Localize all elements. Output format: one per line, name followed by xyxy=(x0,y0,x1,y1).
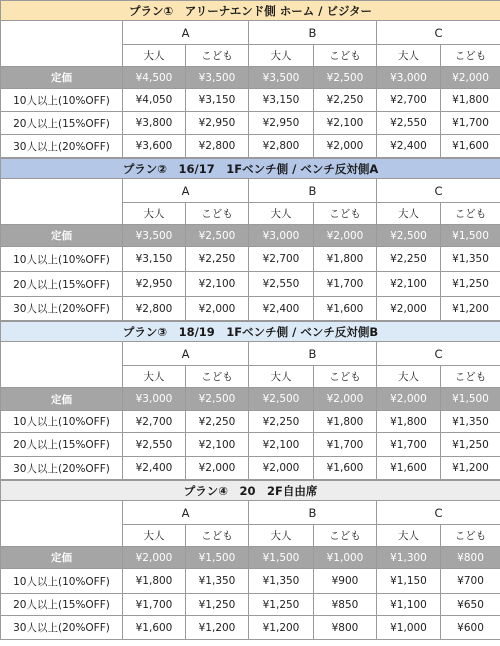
price-cell: ¥3,000 xyxy=(123,388,186,411)
zone-header: B xyxy=(249,179,377,203)
zone-header-row xyxy=(1,501,500,525)
price-cell: ¥1,250 xyxy=(249,594,314,616)
price-cell: ¥2,500 xyxy=(186,388,249,411)
price-cell: ¥1,600 xyxy=(314,457,377,480)
price-cell: ¥1,200 xyxy=(249,616,314,640)
zone-header: B xyxy=(249,501,377,525)
child-header: こども xyxy=(186,45,249,67)
price-cell: ¥2,000 xyxy=(441,67,500,89)
plan-title: プラン② 16/17 1Fベンチ側 / ベンチ反対側A xyxy=(1,159,500,179)
row-label: 定価 xyxy=(1,67,123,89)
zone-header-row xyxy=(1,179,500,203)
price-cell: ¥2,250 xyxy=(377,247,441,272)
row-label: 10人以上(10%OFF) xyxy=(1,569,123,594)
price-cell: ¥2,950 xyxy=(249,112,314,135)
adult-header: 大人 xyxy=(377,366,441,388)
price-cell: ¥2,250 xyxy=(186,411,249,433)
adult-header: 大人 xyxy=(249,45,314,67)
price-cell: ¥2,550 xyxy=(123,433,186,457)
adult-header: 大人 xyxy=(377,45,441,67)
price-cell: ¥1,600 xyxy=(441,135,500,158)
child-header: こども xyxy=(186,366,249,388)
adult-header: 大人 xyxy=(123,366,186,388)
price-cell: ¥1,500 xyxy=(249,547,314,569)
row-label: 定価 xyxy=(1,388,123,411)
price-cell: ¥1,600 xyxy=(123,616,186,640)
price-cell: ¥1,700 xyxy=(314,433,377,457)
plan-section xyxy=(0,0,500,158)
list-price-row xyxy=(1,388,500,411)
price-cell: ¥2,100 xyxy=(186,433,249,457)
price-cell: ¥2,250 xyxy=(249,411,314,433)
header-corner-cell xyxy=(1,501,123,547)
price-cell: ¥2,400 xyxy=(123,457,186,480)
plan-title-row xyxy=(1,1,500,21)
price-cell: ¥1,700 xyxy=(441,112,500,135)
price-table xyxy=(0,158,500,321)
zone-header: A xyxy=(123,342,249,366)
price-cell: ¥1,700 xyxy=(314,272,377,297)
price-cell: ¥3,150 xyxy=(186,89,249,112)
price-cell: ¥2,000 xyxy=(186,297,249,321)
price-cell: ¥4,500 xyxy=(123,67,186,89)
price-cell: ¥1,500 xyxy=(186,547,249,569)
price-cell: ¥1,200 xyxy=(441,457,500,480)
price-cell: ¥1,800 xyxy=(377,411,441,433)
zone-header: A xyxy=(123,21,249,45)
price-cell: ¥2,500 xyxy=(186,225,249,247)
price-cell: ¥1,250 xyxy=(441,433,500,457)
price-cell: ¥3,600 xyxy=(123,135,186,158)
price-cell: ¥2,800 xyxy=(249,135,314,158)
price-cell: ¥3,150 xyxy=(123,247,186,272)
zone-header: B xyxy=(249,342,377,366)
price-cell: ¥1,800 xyxy=(441,89,500,112)
adult-header: 大人 xyxy=(377,525,441,547)
price-cell: ¥1,350 xyxy=(441,411,500,433)
discount-row xyxy=(1,135,500,158)
price-cell: ¥2,500 xyxy=(314,67,377,89)
price-cell: ¥2,000 xyxy=(249,457,314,480)
price-cell: ¥2,500 xyxy=(249,388,314,411)
child-header: こども xyxy=(314,525,377,547)
discount-row xyxy=(1,594,500,616)
price-cell: ¥2,000 xyxy=(314,135,377,158)
price-cell: ¥1,500 xyxy=(441,225,500,247)
zone-header: C xyxy=(377,342,500,366)
price-cell: ¥2,700 xyxy=(123,411,186,433)
price-cell: ¥1,700 xyxy=(377,433,441,457)
price-cell: ¥2,950 xyxy=(186,112,249,135)
row-label: 10人以上(10%OFF) xyxy=(1,247,123,272)
zone-header-row xyxy=(1,342,500,366)
price-cell: ¥1,000 xyxy=(377,616,441,640)
child-header: こども xyxy=(186,203,249,225)
price-table xyxy=(0,0,500,158)
price-cell: ¥600 xyxy=(441,616,500,640)
price-cell: ¥1,800 xyxy=(314,247,377,272)
price-cell: ¥2,700 xyxy=(377,89,441,112)
plan-title: プラン③ 18/19 1Fベンチ側 / ベンチ反対側B xyxy=(1,322,500,342)
price-cell: ¥2,400 xyxy=(377,135,441,158)
row-label: 30人以上(20%OFF) xyxy=(1,297,123,321)
child-header: こども xyxy=(441,366,500,388)
price-cell: ¥2,100 xyxy=(249,433,314,457)
zone-header: C xyxy=(377,21,500,45)
adult-header: 大人 xyxy=(123,525,186,547)
discount-row xyxy=(1,569,500,594)
price-cell: ¥3,500 xyxy=(123,225,186,247)
discount-row xyxy=(1,247,500,272)
price-cell: ¥850 xyxy=(314,594,377,616)
price-cell: ¥2,000 xyxy=(314,388,377,411)
price-cell: ¥1,350 xyxy=(249,569,314,594)
price-cell: ¥1,250 xyxy=(186,594,249,616)
price-cell: ¥2,500 xyxy=(377,225,441,247)
plan-title-row xyxy=(1,322,500,342)
list-price-row xyxy=(1,67,500,89)
price-cell: ¥900 xyxy=(314,569,377,594)
adult-header: 大人 xyxy=(377,203,441,225)
plan-title-row xyxy=(1,159,500,179)
price-cell: ¥3,500 xyxy=(249,67,314,89)
price-cell: ¥1,000 xyxy=(314,547,377,569)
plan-title: プラン④ 20 2F自由席 xyxy=(1,481,500,501)
price-table xyxy=(0,321,500,480)
price-cell: ¥1,600 xyxy=(314,297,377,321)
child-header: こども xyxy=(314,203,377,225)
price-cell: ¥2,000 xyxy=(123,547,186,569)
child-header: こども xyxy=(441,525,500,547)
discount-row xyxy=(1,457,500,480)
price-cell: ¥2,100 xyxy=(314,112,377,135)
row-label: 20人以上(15%OFF) xyxy=(1,112,123,135)
zone-header-row xyxy=(1,21,500,45)
row-label: 30人以上(20%OFF) xyxy=(1,135,123,158)
price-cell: ¥3,000 xyxy=(249,225,314,247)
adult-header: 大人 xyxy=(249,525,314,547)
price-cell: ¥2,000 xyxy=(377,388,441,411)
price-cell: ¥1,200 xyxy=(441,297,500,321)
price-cell: ¥2,550 xyxy=(377,112,441,135)
plan-section xyxy=(0,158,500,321)
child-header: こども xyxy=(314,45,377,67)
price-cell: ¥3,000 xyxy=(377,67,441,89)
zone-header: B xyxy=(249,21,377,45)
row-label: 10人以上(10%OFF) xyxy=(1,89,123,112)
price-cell: ¥2,800 xyxy=(186,135,249,158)
price-cell: ¥1,600 xyxy=(377,457,441,480)
price-cell: ¥2,550 xyxy=(249,272,314,297)
zone-header: C xyxy=(377,501,500,525)
price-cell: ¥1,250 xyxy=(441,272,500,297)
header-corner-cell xyxy=(1,21,123,67)
price-cell: ¥2,100 xyxy=(186,272,249,297)
price-cell: ¥2,800 xyxy=(123,297,186,321)
row-label: 定価 xyxy=(1,225,123,247)
price-cell: ¥1,800 xyxy=(314,411,377,433)
row-label: 30人以上(20%OFF) xyxy=(1,457,123,480)
price-cell: ¥2,000 xyxy=(377,297,441,321)
plan-title: プラン① アリーナエンド側 ホーム / ビジター xyxy=(1,1,500,21)
price-cell: ¥3,800 xyxy=(123,112,186,135)
discount-row xyxy=(1,112,500,135)
price-cell: ¥2,000 xyxy=(314,225,377,247)
child-header: こども xyxy=(186,525,249,547)
price-cell: ¥2,400 xyxy=(249,297,314,321)
adult-header: 大人 xyxy=(249,366,314,388)
price-cell: ¥1,350 xyxy=(186,569,249,594)
price-cell: ¥3,150 xyxy=(249,89,314,112)
adult-header: 大人 xyxy=(123,203,186,225)
child-header: こども xyxy=(441,203,500,225)
price-cell: ¥4,050 xyxy=(123,89,186,112)
price-cell: ¥2,950 xyxy=(123,272,186,297)
header-corner-cell xyxy=(1,179,123,225)
price-cell: ¥700 xyxy=(441,569,500,594)
plan-title-row xyxy=(1,481,500,501)
price-cell: ¥2,700 xyxy=(249,247,314,272)
price-cell: ¥1,100 xyxy=(377,594,441,616)
row-label: 定価 xyxy=(1,547,123,569)
list-price-row xyxy=(1,547,500,569)
price-table xyxy=(0,480,500,640)
header-corner-cell xyxy=(1,342,123,388)
price-cell: ¥2,250 xyxy=(186,247,249,272)
price-cell: ¥1,200 xyxy=(186,616,249,640)
zone-header: C xyxy=(377,179,500,203)
row-label: 20人以上(15%OFF) xyxy=(1,272,123,297)
row-label: 10人以上(10%OFF) xyxy=(1,411,123,433)
discount-row xyxy=(1,89,500,112)
zone-header: A xyxy=(123,179,249,203)
price-cell: ¥2,000 xyxy=(186,457,249,480)
child-header: こども xyxy=(314,366,377,388)
adult-header: 大人 xyxy=(123,45,186,67)
discount-row xyxy=(1,297,500,321)
row-label: 20人以上(15%OFF) xyxy=(1,594,123,616)
zone-header: A xyxy=(123,501,249,525)
price-cell: ¥2,100 xyxy=(377,272,441,297)
price-cell: ¥800 xyxy=(314,616,377,640)
price-cell: ¥800 xyxy=(441,547,500,569)
discount-row xyxy=(1,616,500,640)
price-cell: ¥1,350 xyxy=(441,247,500,272)
plan-section xyxy=(0,480,500,640)
child-header: こども xyxy=(441,45,500,67)
price-cell: ¥1,150 xyxy=(377,569,441,594)
discount-row xyxy=(1,411,500,433)
plan-section xyxy=(0,321,500,480)
row-label: 20人以上(15%OFF) xyxy=(1,433,123,457)
discount-row xyxy=(1,272,500,297)
price-cell: ¥1,300 xyxy=(377,547,441,569)
price-cell: ¥1,800 xyxy=(123,569,186,594)
adult-header: 大人 xyxy=(249,203,314,225)
list-price-row xyxy=(1,225,500,247)
discount-row xyxy=(1,433,500,457)
price-cell: ¥2,250 xyxy=(314,89,377,112)
price-cell: ¥1,500 xyxy=(441,388,500,411)
price-cell: ¥1,700 xyxy=(123,594,186,616)
price-cell: ¥650 xyxy=(441,594,500,616)
row-label: 30人以上(20%OFF) xyxy=(1,616,123,640)
price-cell: ¥3,500 xyxy=(186,67,249,89)
